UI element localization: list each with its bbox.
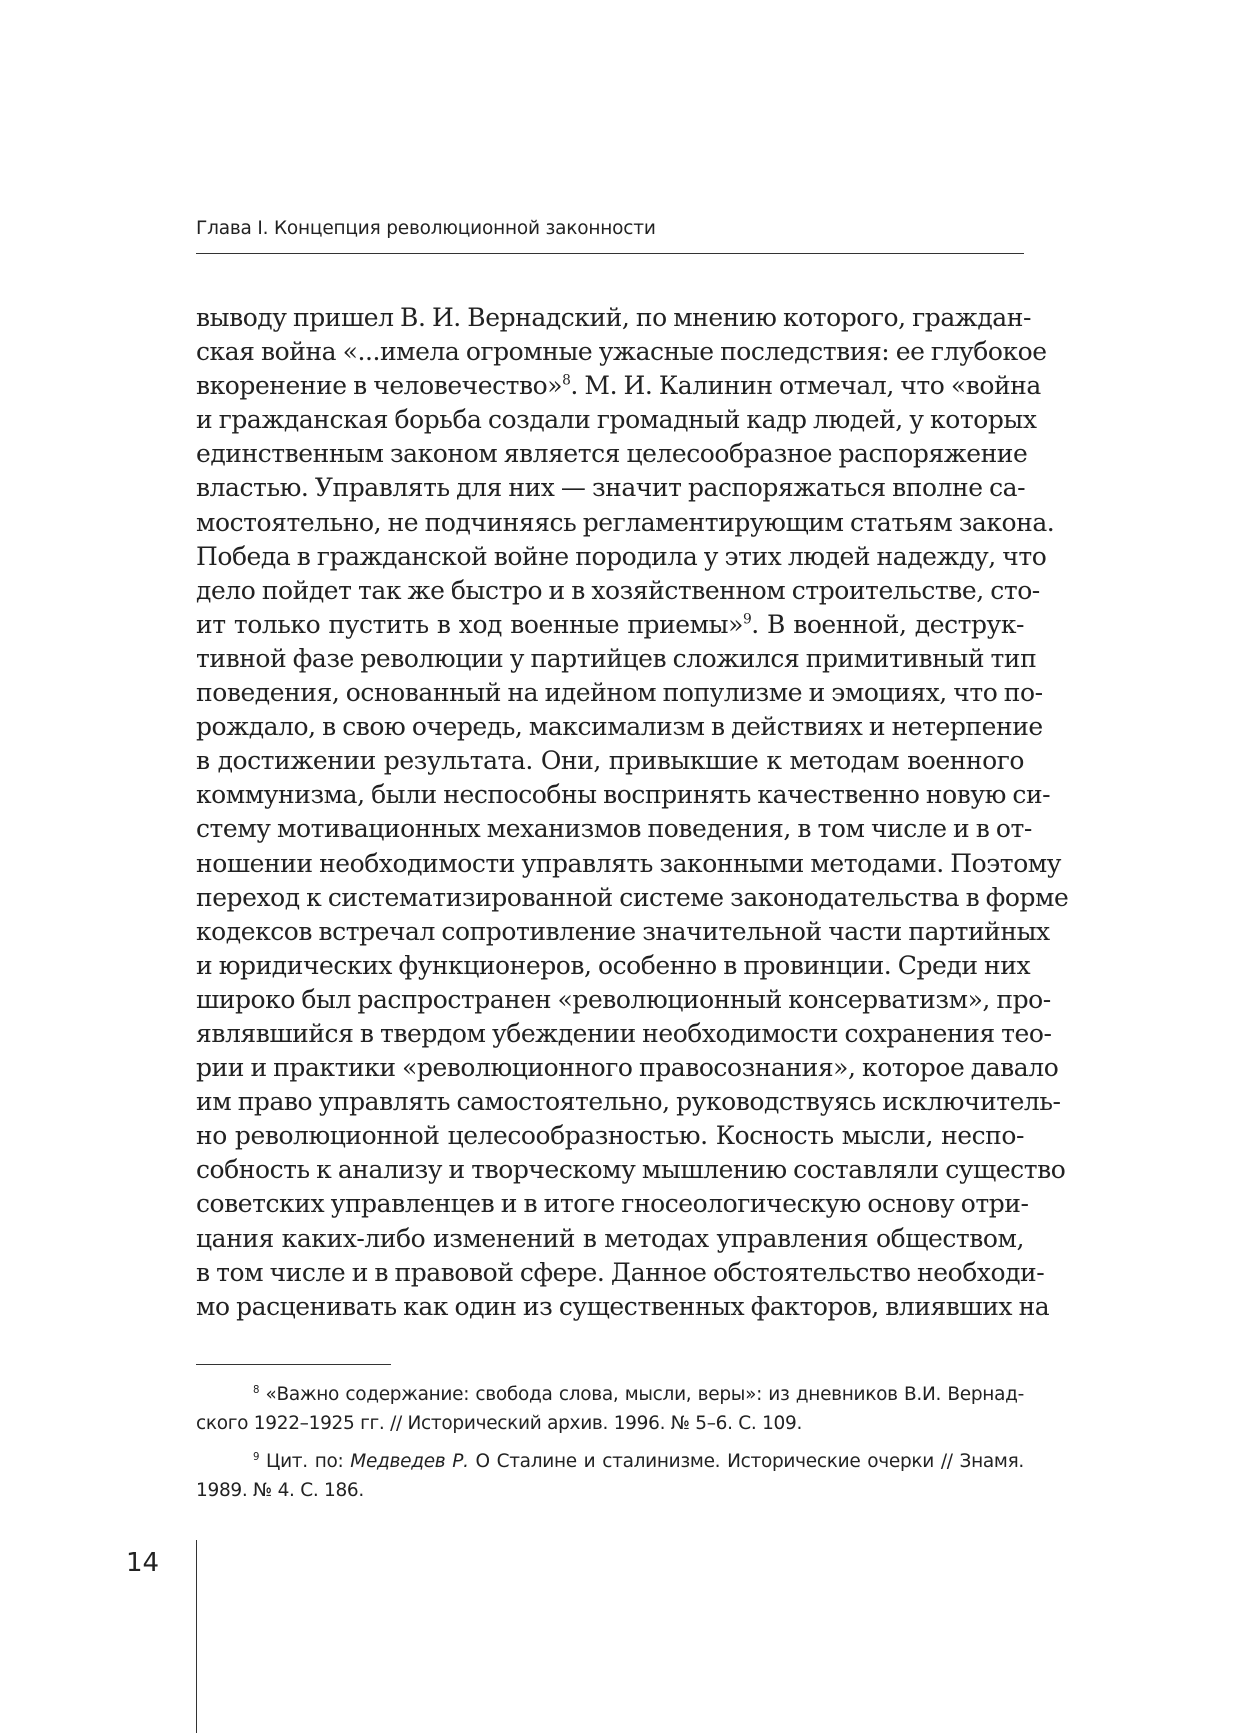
body-line-text: ит только пустить в ход военные приемы»: [196, 609, 743, 639]
body-line: [196, 608, 1024, 642]
body-text: [196, 301, 1069, 1324]
body-line: дело пойдет так же быстро и в хозяйственном строительстве, сто-: [196, 575, 1040, 605]
footnote-author: Медведев Р.: [350, 1451, 469, 1472]
body-line: мо расценивать как один из существенных факторов, влиявших на: [196, 1291, 1050, 1321]
body-line: Победа в гражданской войне породила у этих людей надежду, что: [196, 541, 1047, 571]
running-head: Глава I. Концепция революционной законности: [196, 218, 656, 239]
footnote-text: Цит. по:: [266, 1451, 351, 1472]
footnote-8: [196, 1381, 1024, 1438]
body-line: цания каких-либо изменений в методах управления обществом,: [196, 1223, 1024, 1253]
body-line: [196, 369, 1041, 403]
footnote-9: [196, 1448, 1024, 1505]
body-line: рождало, в свою очередь, максимализм в действиях и нетерпение: [196, 712, 1043, 742]
body-line: переход к систематизированной системе законодательства в форме: [196, 882, 1069, 912]
footnote-ref-8: 8: [562, 372, 571, 389]
footnote-line: ского 1922–1925 гг. // Исторический архив. 1996. № 5–6. С. 109.: [196, 1412, 803, 1434]
body-line: являвшийся в твердом убеждении необходимости сохранения тео-: [196, 1018, 1052, 1048]
body-line: тивной фазе революции у партийцев сложился примитивный тип: [196, 643, 1037, 673]
body-line: единственным законом является целесообразное распоряжение: [196, 439, 1028, 469]
footnote-text: О Сталине и сталинизме. Исторические очерки // Знамя.: [468, 1451, 1024, 1472]
footnote-line: [196, 1381, 1024, 1410]
margin-rule: [196, 1540, 197, 1733]
body-line: им право управлять самостоятельно, руководствуясь исключитель-: [196, 1087, 1061, 1117]
body-line: в достижении результата. Они, привыкшие к методам военного: [196, 746, 1024, 776]
footnote-text: «Важно содержание: свобода слова, мысли, веры»: из дневников В.И. Вернад-: [265, 1384, 1024, 1405]
body-line-text: . М. И. Калинин отмечал, что «война: [570, 371, 1041, 401]
footnote-line: [196, 1448, 1024, 1477]
footnote-ref-9: 9: [742, 611, 752, 628]
body-line: мостоятельно, не подчиняясь регламентирующим статьям закона.: [196, 507, 1055, 537]
body-line-text: . В военной, деструк-: [751, 609, 1024, 639]
body-line: и гражданская борьба создали громадный кадр людей, у которых: [196, 405, 1037, 435]
body-line: властью. Управлять для них — значит распоряжаться вполне са-: [196, 473, 1026, 503]
body-line: советских управленцев и в итоге гносеологическую основу отри-: [196, 1189, 1029, 1219]
body-line: стему мотивационных механизмов поведения, в том числе и в от-: [196, 814, 1032, 844]
body-line: выводу пришел В. И. Вернадский, по мнению которого, граждан-: [196, 303, 1031, 332]
footnote-line: 1989. № 4. С. 186.: [196, 1479, 364, 1501]
body-line: ская война «...имела огромные ужасные последствия: ее глубокое: [196, 337, 1047, 367]
footnote-number: 8: [253, 1384, 260, 1396]
body-line: широко был распространен «революционный консерватизм», про-: [196, 984, 1051, 1014]
body-line: и юридических функционеров, особенно в провинции. Среди них: [196, 950, 1031, 980]
body-line: рии и практики «революционного правосознания», которое давало: [196, 1053, 1059, 1083]
body-line-text: вкоренение в человечество»: [196, 371, 563, 401]
body-line: собность к анализу и творческому мышлению составляли существо: [196, 1155, 1066, 1185]
body-line: но революционной целесообразностью. Косность мысли, неспо-: [196, 1121, 1024, 1151]
footnote-number: 9: [253, 1451, 260, 1463]
body-line: поведения, основанный на идейном популизме и эмоциях, что по-: [196, 678, 1043, 708]
footnote-rule: [196, 1364, 391, 1365]
body-line: в том числе и в правовой сфере. Данное обстоятельство необходи-: [196, 1257, 1045, 1287]
body-line: кодексов встречал сопротивление значительной части партийных: [196, 916, 1050, 946]
body-line: ношении необходимости управлять законными методами. Поэтому: [196, 848, 1062, 878]
body-line: коммунизма, были неспособны воспринять качественно новую си-: [196, 780, 1051, 810]
header-rule: [196, 253, 1024, 254]
page-number: 14: [126, 1548, 160, 1578]
